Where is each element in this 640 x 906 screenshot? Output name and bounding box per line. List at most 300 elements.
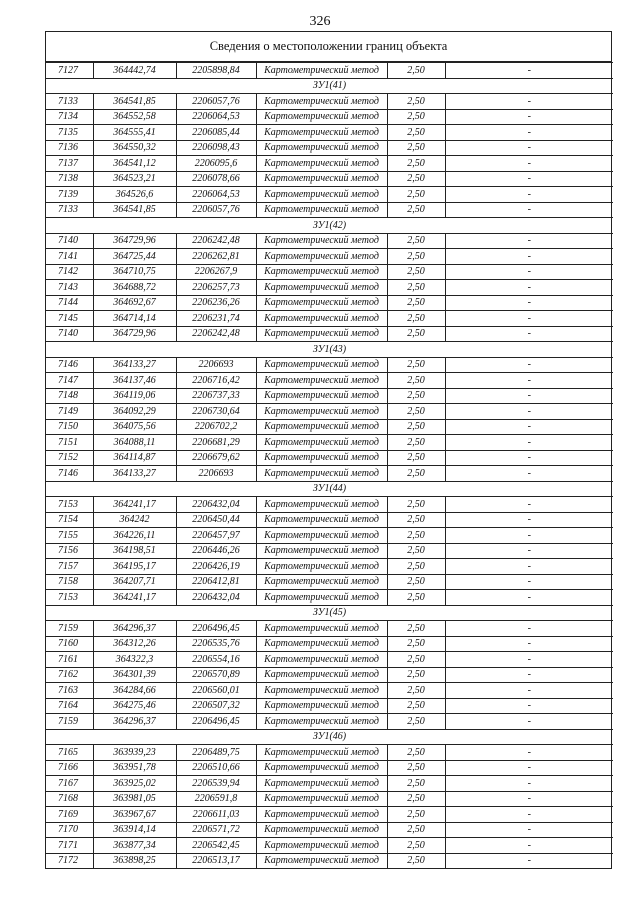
description: - <box>445 652 613 668</box>
description: - <box>445 249 613 265</box>
description: - <box>445 853 613 868</box>
y-coordinate: 2206057,76 <box>176 202 256 218</box>
point-number: 7141 <box>46 249 93 265</box>
precision: 2,50 <box>387 683 445 699</box>
method: Картометрический метод <box>256 466 387 482</box>
description: - <box>445 357 613 373</box>
precision: 2,50 <box>387 853 445 868</box>
table-row <box>46 404 613 420</box>
precision: 2,50 <box>387 822 445 838</box>
point-number: 7151 <box>46 435 93 451</box>
group-row <box>46 342 613 358</box>
precision: 2,50 <box>387 791 445 807</box>
table-row <box>46 249 613 265</box>
x-coordinate: 363925,02 <box>93 776 176 792</box>
point-number: 7127 <box>46 63 93 79</box>
x-coordinate: 364296,37 <box>93 621 176 637</box>
y-coordinate: 2206242,48 <box>176 233 256 249</box>
x-coordinate: 364552,58 <box>93 109 176 125</box>
y-coordinate: 2206571,72 <box>176 822 256 838</box>
y-coordinate: 2206457,97 <box>176 528 256 544</box>
description: - <box>445 683 613 699</box>
description: - <box>445 466 613 482</box>
point-number: 7159 <box>46 714 93 730</box>
x-coordinate: 364541,85 <box>93 94 176 110</box>
point-number: 7134 <box>46 109 93 125</box>
group-row <box>46 481 613 497</box>
x-coordinate: 363898,25 <box>93 853 176 868</box>
x-coordinate: 364301,39 <box>93 667 176 683</box>
y-coordinate: 2206489,75 <box>176 745 256 761</box>
method: Картометрический метод <box>256 528 387 544</box>
point-number: 7168 <box>46 791 93 807</box>
table-row <box>46 295 613 311</box>
table-row <box>46 574 613 590</box>
point-number: 7135 <box>46 125 93 141</box>
description: - <box>445 140 613 156</box>
group-row <box>46 218 613 234</box>
table-row <box>46 760 613 776</box>
method: Картометрический метод <box>256 419 387 435</box>
method: Картометрический метод <box>256 450 387 466</box>
x-coordinate: 364137,46 <box>93 373 176 389</box>
precision: 2,50 <box>387 373 445 389</box>
table-row <box>46 776 613 792</box>
x-coordinate: 364241,17 <box>93 497 176 513</box>
x-coordinate: 364226,11 <box>93 528 176 544</box>
point-number: 7143 <box>46 280 93 296</box>
y-coordinate: 2206510,66 <box>176 760 256 776</box>
y-coordinate: 2206242,48 <box>176 326 256 342</box>
y-coordinate: 2206262,81 <box>176 249 256 265</box>
description: - <box>445 435 613 451</box>
point-number: 7139 <box>46 187 93 203</box>
x-coordinate: 364714,14 <box>93 311 176 327</box>
y-coordinate: 2206450,44 <box>176 512 256 528</box>
method: Картометрический метод <box>256 326 387 342</box>
method: Картометрический метод <box>256 636 387 652</box>
x-coordinate: 364312,26 <box>93 636 176 652</box>
table-row <box>46 822 613 838</box>
method: Картометрический метод <box>256 698 387 714</box>
point-number: 7155 <box>46 528 93 544</box>
precision: 2,50 <box>387 450 445 466</box>
point-number: 7138 <box>46 171 93 187</box>
method: Картометрический метод <box>256 807 387 823</box>
precision: 2,50 <box>387 497 445 513</box>
table-row <box>46 652 613 668</box>
point-number: 7159 <box>46 621 93 637</box>
method: Картометрический метод <box>256 280 387 296</box>
table-row <box>46 63 613 79</box>
method: Картометрический метод <box>256 760 387 776</box>
y-coordinate: 2206432,04 <box>176 590 256 606</box>
y-coordinate: 2206716,42 <box>176 373 256 389</box>
description: - <box>445 574 613 590</box>
description: - <box>445 264 613 280</box>
y-coordinate: 2206432,04 <box>176 497 256 513</box>
x-coordinate: 363877,34 <box>93 838 176 854</box>
description: - <box>445 559 613 575</box>
point-number: 7169 <box>46 807 93 823</box>
table-row <box>46 853 613 868</box>
y-coordinate: 2206426,19 <box>176 559 256 575</box>
y-coordinate: 2206554,16 <box>176 652 256 668</box>
description: - <box>445 791 613 807</box>
method: Картометрический метод <box>256 590 387 606</box>
y-coordinate: 2206507,32 <box>176 698 256 714</box>
coordinates-table-body <box>46 63 613 869</box>
point-number: 7133 <box>46 202 93 218</box>
x-coordinate: 364692,67 <box>93 295 176 311</box>
table-row <box>46 559 613 575</box>
method: Картометрический метод <box>256 853 387 868</box>
table-row <box>46 683 613 699</box>
precision: 2,50 <box>387 776 445 792</box>
table-row <box>46 698 613 714</box>
x-coordinate: 364523,21 <box>93 171 176 187</box>
table-row <box>46 326 613 342</box>
x-coordinate: 364114,87 <box>93 450 176 466</box>
description: - <box>445 94 613 110</box>
description: - <box>445 311 613 327</box>
y-coordinate: 2206730,64 <box>176 404 256 420</box>
description: - <box>445 388 613 404</box>
method: Картометрический метод <box>256 559 387 575</box>
boundary-table-frame <box>45 31 612 869</box>
method: Картометрический метод <box>256 652 387 668</box>
y-coordinate: 2206679,62 <box>176 450 256 466</box>
table-row <box>46 109 613 125</box>
point-number: 7170 <box>46 822 93 838</box>
method: Картометрический метод <box>256 295 387 311</box>
table-row <box>46 621 613 637</box>
point-number: 7157 <box>46 559 93 575</box>
method: Картометрический метод <box>256 311 387 327</box>
point-number: 7133 <box>46 94 93 110</box>
precision: 2,50 <box>387 156 445 172</box>
y-coordinate: 2206236,26 <box>176 295 256 311</box>
method: Картометрический метод <box>256 574 387 590</box>
x-coordinate: 364133,27 <box>93 466 176 482</box>
method: Картометрический метод <box>256 512 387 528</box>
method: Картометрический метод <box>256 264 387 280</box>
x-coordinate: 364133,27 <box>93 357 176 373</box>
precision: 2,50 <box>387 140 445 156</box>
precision: 2,50 <box>387 760 445 776</box>
method: Картометрический метод <box>256 543 387 559</box>
point-number: 7160 <box>46 636 93 652</box>
x-coordinate: 364729,96 <box>93 326 176 342</box>
method: Картометрический метод <box>256 714 387 730</box>
precision: 2,50 <box>387 838 445 854</box>
y-coordinate: 2206693 <box>176 357 256 373</box>
table-row <box>46 373 613 389</box>
x-coordinate: 364207,71 <box>93 574 176 590</box>
point-number: 7164 <box>46 698 93 714</box>
precision: 2,50 <box>387 745 445 761</box>
x-coordinate: 364322,3 <box>93 652 176 668</box>
table-row <box>46 543 613 559</box>
group-row <box>46 605 613 621</box>
table-row <box>46 233 613 249</box>
precision: 2,50 <box>387 264 445 280</box>
table-row <box>46 187 613 203</box>
x-coordinate: 364541,12 <box>93 156 176 172</box>
x-coordinate: 364119,06 <box>93 388 176 404</box>
point-number: 7144 <box>46 295 93 311</box>
x-coordinate: 363914,14 <box>93 822 176 838</box>
x-coordinate: 364092,29 <box>93 404 176 420</box>
method: Картометрический метод <box>256 233 387 249</box>
x-coordinate: 364241,17 <box>93 590 176 606</box>
method: Картометрический метод <box>256 667 387 683</box>
precision: 2,50 <box>387 388 445 404</box>
y-coordinate: 2206591,8 <box>176 791 256 807</box>
page-number: 326 <box>309 14 331 29</box>
precision: 2,50 <box>387 171 445 187</box>
precision: 2,50 <box>387 528 445 544</box>
table-row <box>46 745 613 761</box>
precision: 2,50 <box>387 202 445 218</box>
x-coordinate: 364541,85 <box>93 202 176 218</box>
x-coordinate: 364550,32 <box>93 140 176 156</box>
y-coordinate: 2206681,29 <box>176 435 256 451</box>
description: - <box>445 295 613 311</box>
precision: 2,50 <box>387 280 445 296</box>
y-coordinate: 2206496,45 <box>176 621 256 637</box>
method: Картометрический метод <box>256 357 387 373</box>
precision: 2,50 <box>387 667 445 683</box>
point-number: 7148 <box>46 388 93 404</box>
point-number: 7153 <box>46 590 93 606</box>
precision: 2,50 <box>387 698 445 714</box>
x-coordinate: 363981,05 <box>93 791 176 807</box>
description: - <box>445 373 613 389</box>
point-number: 7162 <box>46 667 93 683</box>
method: Картометрический метод <box>256 249 387 265</box>
method: Картометрический метод <box>256 497 387 513</box>
y-coordinate: 2205898,84 <box>176 63 256 79</box>
point-number: 7163 <box>46 683 93 699</box>
x-coordinate: 364688,72 <box>93 280 176 296</box>
description: - <box>445 109 613 125</box>
method: Картометрический метод <box>256 404 387 420</box>
table-row <box>46 512 613 528</box>
table-row <box>46 202 613 218</box>
x-coordinate: 364198,51 <box>93 543 176 559</box>
point-number: 7142 <box>46 264 93 280</box>
table-row <box>46 264 613 280</box>
point-number: 7146 <box>46 357 93 373</box>
y-coordinate: 2206539,94 <box>176 776 256 792</box>
y-coordinate: 2206412,81 <box>176 574 256 590</box>
table-row <box>46 466 613 482</box>
precision: 2,50 <box>387 512 445 528</box>
x-coordinate: 363967,67 <box>93 807 176 823</box>
y-coordinate: 2206693 <box>176 466 256 482</box>
point-number: 7167 <box>46 776 93 792</box>
table-row <box>46 714 613 730</box>
method: Картометрический метод <box>256 683 387 699</box>
point-number: 7140 <box>46 326 93 342</box>
precision: 2,50 <box>387 543 445 559</box>
method: Картометрический метод <box>256 156 387 172</box>
precision: 2,50 <box>387 109 445 125</box>
precision: 2,50 <box>387 435 445 451</box>
point-number: 7166 <box>46 760 93 776</box>
method: Картометрический метод <box>256 373 387 389</box>
table-row <box>46 807 613 823</box>
y-coordinate: 2206513,17 <box>176 853 256 868</box>
table-row <box>46 450 613 466</box>
y-coordinate: 2206057,76 <box>176 94 256 110</box>
precision: 2,50 <box>387 94 445 110</box>
table-row <box>46 171 613 187</box>
table-row <box>46 528 613 544</box>
y-coordinate: 2206611,03 <box>176 807 256 823</box>
description: - <box>445 125 613 141</box>
y-coordinate: 2206535,76 <box>176 636 256 652</box>
description: - <box>445 714 613 730</box>
y-coordinate: 2206496,45 <box>176 714 256 730</box>
description: - <box>445 280 613 296</box>
x-coordinate: 364729,96 <box>93 233 176 249</box>
y-coordinate: 2206267,9 <box>176 264 256 280</box>
description: - <box>445 326 613 342</box>
description: - <box>445 63 613 79</box>
description: - <box>445 543 613 559</box>
precision: 2,50 <box>387 295 445 311</box>
table-row <box>46 357 613 373</box>
method: Картометрический метод <box>256 171 387 187</box>
y-coordinate: 2206257,73 <box>176 280 256 296</box>
point-number: 7149 <box>46 404 93 420</box>
precision: 2,50 <box>387 63 445 79</box>
method: Картометрический метод <box>256 109 387 125</box>
precision: 2,50 <box>387 249 445 265</box>
table-row <box>46 311 613 327</box>
description: - <box>445 636 613 652</box>
point-number: 7158 <box>46 574 93 590</box>
y-coordinate: 2206085,44 <box>176 125 256 141</box>
table-row <box>46 667 613 683</box>
x-coordinate: 364725,44 <box>93 249 176 265</box>
description: - <box>445 187 613 203</box>
table-row <box>46 419 613 435</box>
description: - <box>445 156 613 172</box>
y-coordinate: 2206446,26 <box>176 543 256 559</box>
description: - <box>445 202 613 218</box>
group-row <box>46 729 613 745</box>
precision: 2,50 <box>387 636 445 652</box>
description: - <box>445 838 613 854</box>
y-coordinate: 2206570,89 <box>176 667 256 683</box>
description: - <box>445 528 613 544</box>
point-number: 7145 <box>46 311 93 327</box>
group-label: ЗУ1(43) <box>46 342 613 358</box>
y-coordinate: 2206542,45 <box>176 838 256 854</box>
point-number: 7140 <box>46 233 93 249</box>
method: Картометрический метод <box>256 776 387 792</box>
description: - <box>445 497 613 513</box>
point-number: 7146 <box>46 466 93 482</box>
precision: 2,50 <box>387 357 445 373</box>
point-number: 7150 <box>46 419 93 435</box>
y-coordinate: 2206064,53 <box>176 187 256 203</box>
method: Картометрический метод <box>256 838 387 854</box>
description: - <box>445 822 613 838</box>
point-number: 7152 <box>46 450 93 466</box>
y-coordinate: 2206098,43 <box>176 140 256 156</box>
group-label: ЗУ1(44) <box>46 481 613 497</box>
point-number: 7153 <box>46 497 93 513</box>
method: Картометрический метод <box>256 388 387 404</box>
x-coordinate: 364075,56 <box>93 419 176 435</box>
y-coordinate: 2206231,74 <box>176 311 256 327</box>
y-coordinate: 2206078,66 <box>176 171 256 187</box>
group-label: ЗУ1(42) <box>46 218 613 234</box>
y-coordinate: 2206095,6 <box>176 156 256 172</box>
group-row <box>46 78 613 94</box>
table-row <box>46 435 613 451</box>
table-row <box>46 140 613 156</box>
x-coordinate: 364526,6 <box>93 187 176 203</box>
description: - <box>445 450 613 466</box>
table-row <box>46 791 613 807</box>
table-row <box>46 156 613 172</box>
method: Картометрический метод <box>256 187 387 203</box>
precision: 2,50 <box>387 404 445 420</box>
y-coordinate: 2206560,01 <box>176 683 256 699</box>
table-row <box>46 497 613 513</box>
table-row <box>46 94 613 110</box>
point-number: 7161 <box>46 652 93 668</box>
point-number: 7147 <box>46 373 93 389</box>
y-coordinate: 2206702,2 <box>176 419 256 435</box>
method: Картометрический метод <box>256 745 387 761</box>
precision: 2,50 <box>387 125 445 141</box>
group-label: ЗУ1(45) <box>46 605 613 621</box>
x-coordinate: 364275,46 <box>93 698 176 714</box>
y-coordinate: 2206737,33 <box>176 388 256 404</box>
x-coordinate: 363939,23 <box>93 745 176 761</box>
x-coordinate: 364555,41 <box>93 125 176 141</box>
description: - <box>445 404 613 420</box>
point-number: 7165 <box>46 745 93 761</box>
point-number: 7154 <box>46 512 93 528</box>
precision: 2,50 <box>387 590 445 606</box>
method: Картометрический метод <box>256 63 387 79</box>
x-coordinate: 364284,66 <box>93 683 176 699</box>
x-coordinate: 364195,17 <box>93 559 176 575</box>
precision: 2,50 <box>387 621 445 637</box>
description: - <box>445 667 613 683</box>
precision: 2,50 <box>387 466 445 482</box>
method: Картометрический метод <box>256 94 387 110</box>
description: - <box>445 233 613 249</box>
description: - <box>445 621 613 637</box>
coordinates-table <box>46 62 613 868</box>
precision: 2,50 <box>387 419 445 435</box>
method: Картометрический метод <box>256 621 387 637</box>
precision: 2,50 <box>387 326 445 342</box>
description: - <box>445 419 613 435</box>
x-coordinate: 364088,11 <box>93 435 176 451</box>
group-label: ЗУ1(46) <box>46 729 613 745</box>
y-coordinate: 2206064,53 <box>176 109 256 125</box>
table-row <box>46 388 613 404</box>
